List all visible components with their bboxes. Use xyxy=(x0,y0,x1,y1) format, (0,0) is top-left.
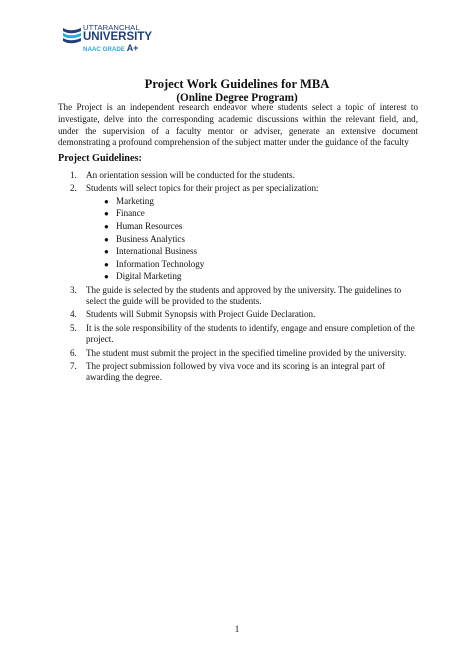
item-number: 2. xyxy=(70,183,77,194)
logo-naac-text: NAAC GRADE xyxy=(83,46,125,54)
item-text: It is the sole responsibility of the students to identify, engage and ensure completion of the project. xyxy=(86,322,415,345)
section-heading: Project Guidelines: xyxy=(58,153,142,164)
specialization-text: Business Analytics xyxy=(116,233,185,244)
list-item xyxy=(58,285,418,308)
item-number: 5. xyxy=(70,322,77,333)
specialization-item xyxy=(86,259,418,271)
specialization-text: International Business xyxy=(116,246,198,257)
specialization-text: Digital Marketing xyxy=(116,271,182,282)
item-number: 1. xyxy=(70,170,77,180)
specialization-item xyxy=(86,208,418,220)
item-text: Students will Submit Synopsis with Project Guide Declaration. xyxy=(86,309,316,320)
page-number: 1 xyxy=(234,624,240,634)
bullet-icon: ● xyxy=(104,234,109,244)
specialization-item xyxy=(86,196,418,208)
item-number: 7. xyxy=(70,360,77,371)
specialization-text: Finance xyxy=(116,208,145,219)
specialization-text: Marketing xyxy=(116,195,154,206)
logo-swoosh-icon xyxy=(62,25,82,47)
document-subtitle: (Online Degree Program) xyxy=(176,92,298,104)
specialization-item xyxy=(86,221,418,233)
item-number: 6. xyxy=(70,347,77,358)
logo-naac-line xyxy=(83,44,152,53)
list-item xyxy=(58,323,418,346)
logo-text-line1: UTTARANCHAL xyxy=(83,23,140,32)
bullet-icon: ● xyxy=(104,209,109,219)
specialization-text: Information Technology xyxy=(116,258,205,269)
specialization-item xyxy=(86,246,418,258)
list-item xyxy=(58,183,418,283)
item-number: 4. xyxy=(70,309,77,320)
list-item xyxy=(58,361,418,384)
logo-text-line2: UNIVERSITY xyxy=(83,30,153,43)
logo-grade-text: A+ xyxy=(126,43,139,54)
list-item xyxy=(58,309,418,321)
bullet-icon: ● xyxy=(104,272,109,282)
bullet-icon: ● xyxy=(104,247,109,257)
bullet-icon: ● xyxy=(104,221,109,231)
specialization-text: Human Resources xyxy=(116,220,183,231)
item-text: The project submission followed by viva voce and its scoring is an integral part of awarding the degree. xyxy=(86,360,386,383)
item-text: Students will select topics for their project as per specialization: xyxy=(86,183,319,194)
specialization-list xyxy=(86,196,418,283)
document-title: Project Work Guidelines for MBA xyxy=(144,77,330,91)
list-item xyxy=(58,170,418,182)
item-text: An orientation session will be conducted for the students. xyxy=(86,170,295,180)
university-logo xyxy=(62,24,154,54)
item-text: The guide is selected by the students and approved by the university. The guidelines to select the guide will be provided to the students. xyxy=(86,284,402,307)
specialization-item xyxy=(86,234,418,246)
intro-paragraph: The Project is an independent research endeavor where students select a topic of interest to investigate, delve into the corresponding academic discussions within the relevant field, and, under the supervision of a faculty mentor or adviser, generate an extensive document demonstrating a profound comprehension of the subject matter under the guidance of the faculty xyxy=(58,102,418,148)
item-text: The student must submit the project in the specified timeline provided by the university. xyxy=(86,347,407,358)
guidelines-list xyxy=(58,170,418,386)
bullet-icon: ● xyxy=(104,196,109,206)
specialization-item xyxy=(86,271,418,283)
item-number: 3. xyxy=(70,284,77,295)
bullet-icon: ● xyxy=(104,259,109,269)
list-item xyxy=(58,348,418,360)
